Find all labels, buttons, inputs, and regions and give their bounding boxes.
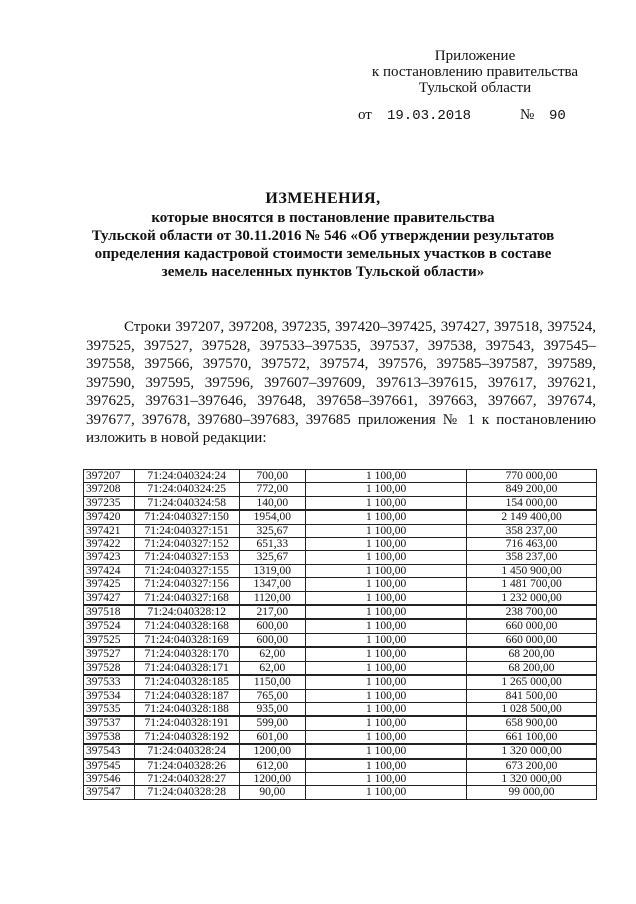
cell-cadastral-number: 71:24:040324:24 [134,470,239,483]
cell-cadastral-number: 71:24:040328:187 [134,689,239,702]
annex-header [340,48,610,96]
cell-specific-value: 1 100,00 [306,483,467,496]
table-row [84,551,597,564]
cell-specific-value: 1 100,00 [306,633,467,647]
table-row [84,591,597,605]
cell-area: 1347,00 [239,578,306,591]
cell-specific-value: 1 100,00 [306,759,467,773]
cell-row-number: 397534 [84,689,135,702]
cell-cadastral-value: 99 000,00 [467,786,597,799]
cell-cadastral-value: 673 200,00 [467,759,597,773]
cell-specific-value: 1 100,00 [306,578,467,591]
cell-specific-value: 1 100,00 [306,689,467,702]
cell-cadastral-value: 1 320 000,00 [467,772,597,785]
cell-cadastral-value: 2 149 400,00 [467,510,597,524]
cell-specific-value: 1 100,00 [306,551,467,564]
table-row [84,605,597,619]
cell-area: 1200,00 [239,772,306,785]
annex-line-3: Тульской области [418,80,532,96]
cell-cadastral-number: 71:24:040328:26 [134,759,239,773]
cell-area: 62,00 [239,661,306,675]
table-row [84,470,597,483]
cell-row-number: 397538 [84,730,135,744]
cell-area: 700,00 [239,470,306,483]
cell-cadastral-number: 71:24:040328:169 [134,633,239,647]
cell-cadastral-number: 71:24:040328:27 [134,772,239,785]
table-row [84,524,597,537]
cell-cadastral-value: 1 450 900,00 [467,564,597,577]
cell-cadastral-number: 71:24:040328:192 [134,730,239,744]
cell-row-number: 397235 [84,496,135,510]
cell-cadastral-number: 71:24:040328:188 [134,702,239,716]
cell-cadastral-value: 154 000,00 [467,496,597,510]
cell-specific-value: 1 100,00 [306,470,467,483]
cell-row-number: 397207 [84,470,135,483]
body-paragraph: Строки 397207, 397208, 397235, 397420–397425, 397427, 397518, 397524, 397525, 397527, 397528, 397533–397535, 397537, 397538, 397543, 397545–397558, 397566, 397570, 397572, 397574, 397576, 397585–397587, 397589, 397590, 397595, 397596, 397607–397609, 397613–397615, 397617, 397621, 397625, 397631–397646, 397648, 397658–397661, 397663, 397667, 397674, 397677, 397678, 397680–397683, 397685 приложения № 1 к постановлению изложить в новой редакции: [86,319,596,446]
cell-cadastral-number: 71:24:040328:170 [134,647,239,661]
cell-area: 1319,00 [239,564,306,577]
cell-area: 935,00 [239,702,306,716]
cell-area: 325,67 [239,524,306,537]
cell-area: 62,00 [239,647,306,661]
cell-cadastral-number: 71:24:040328:185 [134,675,239,689]
cell-cadastral-number: 71:24:040328:24 [134,744,239,758]
cell-row-number: 397537 [84,716,135,730]
cell-cadastral-number: 71:24:040324:58 [134,496,239,510]
table-row [84,716,597,730]
cell-row-number: 397208 [84,483,135,496]
date-from-label: от [358,107,372,123]
cell-specific-value: 1 100,00 [306,772,467,785]
number-label: № [520,107,535,123]
table-row [84,759,597,773]
cell-row-number: 397421 [84,524,135,537]
cell-specific-value: 1 100,00 [306,744,467,758]
table-row [84,483,597,496]
cell-cadastral-number: 71:24:040327:152 [134,538,239,551]
cell-specific-value: 1 100,00 [306,716,467,730]
cell-row-number: 397422 [84,538,135,551]
title-line-1: которые вносятся в постановление правительства [151,210,495,226]
cell-cadastral-number: 71:24:040328:171 [134,661,239,675]
table-row [84,744,597,758]
cell-cadastral-number: 71:24:040324:25 [134,483,239,496]
cell-area: 217,00 [239,605,306,619]
table-row [84,675,597,689]
cell-cadastral-value: 660 000,00 [467,633,597,647]
cell-cadastral-number: 71:24:040328:191 [134,716,239,730]
cell-specific-value: 1 100,00 [306,730,467,744]
cell-cadastral-value: 358 237,00 [467,551,597,564]
cell-cadastral-number: 71:24:040327:150 [134,510,239,524]
cell-cadastral-value: 849 200,00 [467,483,597,496]
cell-cadastral-number: 71:24:040327:153 [134,551,239,564]
cell-cadastral-value: 238 700,00 [467,605,597,619]
cell-row-number: 397420 [84,510,135,524]
table-row [84,786,597,799]
table-row [84,578,597,591]
document-title [70,190,576,281]
cell-cadastral-value: 1 320 000,00 [467,744,597,758]
table-row [84,730,597,744]
table-row [84,619,597,633]
cell-row-number: 397533 [84,675,135,689]
cell-row-number: 397545 [84,759,135,773]
cell-row-number: 397424 [84,564,135,577]
cell-specific-value: 1 100,00 [306,591,467,605]
cell-cadastral-value: 660 000,00 [467,619,597,633]
cell-cadastral-value: 661 100,00 [467,730,597,744]
cell-row-number: 397528 [84,661,135,675]
cell-cadastral-number: 71:24:040327:156 [134,578,239,591]
cell-specific-value: 1 100,00 [306,524,467,537]
cell-cadastral-value: 716 463,00 [467,538,597,551]
cell-cadastral-number: 71:24:040328:168 [134,619,239,633]
cell-row-number: 397427 [84,591,135,605]
cell-area: 1120,00 [239,591,306,605]
cell-area: 1150,00 [239,675,306,689]
table-body [84,470,597,800]
cell-specific-value: 1 100,00 [306,702,467,716]
table-row [84,702,597,716]
cell-row-number: 397525 [84,633,135,647]
table-row [84,538,597,551]
cell-specific-value: 1 100,00 [306,605,467,619]
cell-area: 600,00 [239,619,306,633]
cell-specific-value: 1 100,00 [306,786,467,799]
cell-row-number: 397524 [84,619,135,633]
cell-area: 600,00 [239,633,306,647]
cell-specific-value: 1 100,00 [306,675,467,689]
cadastral-table [83,469,597,800]
cell-cadastral-value: 1 481 700,00 [467,578,597,591]
cell-cadastral-number: 71:24:040327:155 [134,564,239,577]
cell-row-number: 397425 [84,578,135,591]
cell-cadastral-value: 770 000,00 [467,470,597,483]
cell-area: 612,00 [239,759,306,773]
cell-cadastral-value: 358 237,00 [467,524,597,537]
cell-area: 1954,00 [239,510,306,524]
cell-row-number: 397546 [84,772,135,785]
cell-cadastral-number: 71:24:040327:151 [134,524,239,537]
cell-cadastral-value: 68 200,00 [467,647,597,661]
cell-row-number: 397535 [84,702,135,716]
cell-specific-value: 1 100,00 [306,647,467,661]
title-line-4: земель населенных пунктов Тульской области» [161,264,485,280]
cell-specific-value: 1 100,00 [306,661,467,675]
cell-row-number: 397543 [84,744,135,758]
title-line-3: определения кадастровой стоимости земельных участков в составе [94,246,552,262]
cell-cadastral-value: 1 265 000,00 [467,675,597,689]
cell-cadastral-value: 658 900,00 [467,716,597,730]
cell-area: 90,00 [239,786,306,799]
cell-area: 601,00 [239,730,306,744]
cell-cadastral-value: 1 028 500,00 [467,702,597,716]
cell-row-number: 397547 [84,786,135,799]
cell-area: 599,00 [239,716,306,730]
cell-cadastral-number: 71:24:040328:28 [134,786,239,799]
annex-line-1: Приложение [434,48,516,64]
cell-specific-value: 1 100,00 [306,619,467,633]
table-row [84,689,597,702]
title-line-2: Тульской области от 30.11.2016 № 546 «Об утверждении результатов [91,228,555,244]
cell-area: 140,00 [239,496,306,510]
cell-cadastral-value: 841 500,00 [467,689,597,702]
resolution-number: 90 [549,108,566,124]
cell-row-number: 397527 [84,647,135,661]
cell-cadastral-number: 71:24:040328:12 [134,605,239,619]
cell-area: 325,67 [239,551,306,564]
title-main: ИЗМЕНЕНИЯ, [265,190,381,207]
annex-line-2: к постановлению правительства [371,64,579,80]
table-row [84,496,597,510]
table-row [84,564,597,577]
cell-area: 1200,00 [239,744,306,758]
table-row [84,647,597,661]
table-row [84,772,597,785]
cell-area: 772,00 [239,483,306,496]
cell-row-number: 397423 [84,551,135,564]
resolution-date: 19.03.2018 [387,108,472,124]
table-row [84,633,597,647]
cell-cadastral-number: 71:24:040327:168 [134,591,239,605]
cell-cadastral-value: 68 200,00 [467,661,597,675]
cell-specific-value: 1 100,00 [306,496,467,510]
cell-row-number: 397518 [84,605,135,619]
cell-cadastral-value: 1 232 000,00 [467,591,597,605]
cell-specific-value: 1 100,00 [306,538,467,551]
table-row [84,510,597,524]
cell-area: 765,00 [239,689,306,702]
cell-specific-value: 1 100,00 [306,564,467,577]
cell-specific-value: 1 100,00 [306,510,467,524]
table-row [84,661,597,675]
cell-area: 651,33 [239,538,306,551]
